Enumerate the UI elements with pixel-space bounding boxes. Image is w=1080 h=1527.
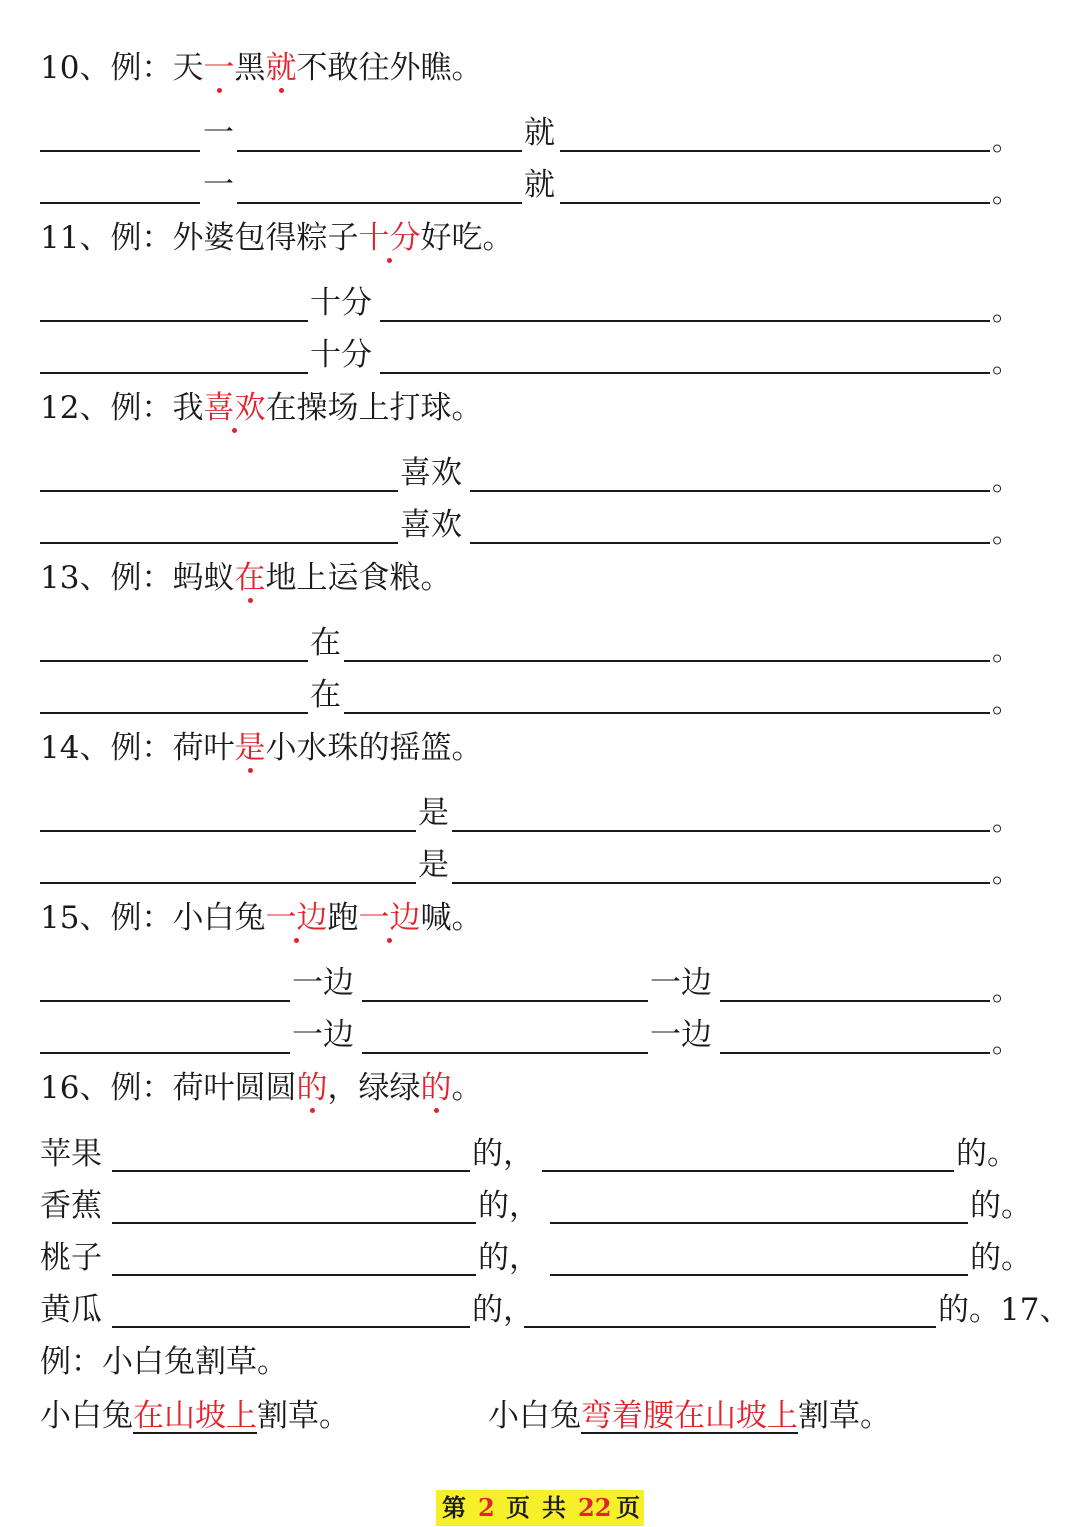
period: 。 [992,294,1021,327]
answer-blank[interactable] [470,490,990,492]
row-mid: 的， [478,1240,540,1276]
fill-word: 是 [418,795,449,831]
row-end: 的。 [970,1240,1032,1276]
period: 。 [992,516,1021,549]
answer-blank[interactable] [524,1326,936,1328]
keyword: 在 [234,560,266,596]
example-text: 小水珠的摇篮。 [265,730,483,766]
period: 。 [992,176,1021,209]
answer-blank[interactable] [40,542,398,544]
keyword: 一 [203,50,235,86]
fill-word: 一 [203,115,234,151]
question-17-intro: 例：小白兔割草。 [40,1344,288,1380]
row-end: 的。 [970,1188,1032,1224]
question-13-example [40,558,451,598]
question-number: 12、例： [40,390,173,426]
answer-blank[interactable] [40,660,308,662]
answer-blank[interactable] [237,150,522,152]
question-15-example [40,898,482,938]
answer-blank[interactable] [237,202,522,204]
row-mid: 的， [472,1292,534,1328]
fill-word: 在 [310,677,341,713]
answer-blank[interactable] [380,372,990,374]
period: 。 [992,804,1021,837]
answer-blank[interactable] [362,1052,648,1054]
period: 。 [992,464,1021,497]
question-number: 11、例： [40,220,173,256]
keyword: 一边 [265,900,328,936]
example-text: 小白兔 [488,1398,581,1434]
answer-blank[interactable] [344,660,990,662]
fill-word: 喜欢 [400,507,462,543]
question-16-example [40,1068,482,1108]
question-11-example [40,218,513,258]
keyword: 一边 [358,900,421,936]
example-text: 割草。 [798,1398,891,1434]
answer-blank[interactable] [112,1222,476,1224]
answer-blank[interactable] [40,150,200,152]
example-text: 外婆包得粽子 [172,220,359,256]
current-page: 2 [478,1493,495,1522]
answer-blank[interactable] [40,830,416,832]
answer-blank[interactable] [40,882,416,884]
example-text: 天 [172,50,204,86]
example-text: 。 [451,1070,483,1106]
fill-word: 一边 [650,1017,712,1053]
fill-word: 是 [418,847,449,883]
keyword: 的 [296,1070,328,1106]
fill-word: 一边 [650,965,712,1001]
row-label: 苹果 [40,1136,102,1172]
question-number: 14、例： [40,730,173,766]
fill-word: 就 [524,115,555,151]
fill-word: 在 [310,625,341,661]
period: 。 [992,686,1021,719]
question-number: 16、例： [40,1070,173,1106]
answer-blank[interactable] [550,1274,968,1276]
row-mid: 的， [478,1188,540,1224]
answer-blank[interactable] [40,1052,290,1054]
question-17-answer-1 [40,1396,350,1436]
question-10-example [40,48,482,88]
row-label: 桃子 [40,1240,102,1276]
fill-word: 十分 [310,337,372,373]
row-label: 黄瓜 [40,1292,102,1328]
question-number: 10、例： [40,50,173,86]
answer-blank[interactable] [362,1000,648,1002]
example-text: ，绿绿 [327,1070,421,1106]
fill-word: 一边 [292,1017,354,1053]
keyword: 喜欢 [203,390,266,426]
answer-blank[interactable] [112,1274,476,1276]
example-text: 小白兔 [172,900,266,936]
answer-blank[interactable] [112,1326,470,1328]
keyword: 的 [420,1070,452,1106]
period: 。 [992,124,1021,157]
total-pages: 22 [578,1493,612,1522]
answer-blank[interactable] [112,1170,470,1172]
example-text: 黑 [234,50,266,86]
example-text: 好吃。 [420,220,514,256]
row-label: 香蕉 [40,1188,102,1224]
underlined-phrase: 弯着腰在山坡上 [581,1398,798,1434]
answer-blank[interactable] [720,1000,990,1002]
underlined-phrase: 在山坡上 [133,1398,257,1434]
answer-blank[interactable] [542,1170,954,1172]
fill-word: 就 [524,167,555,203]
example-text: 小白兔 [40,1398,133,1434]
fill-word: 一边 [292,965,354,1001]
answer-blank[interactable] [40,1000,290,1002]
answer-blank[interactable] [40,372,308,374]
keyword: 就 [265,50,297,86]
answer-blank[interactable] [40,490,398,492]
row-end: 的。 [956,1136,1018,1172]
fill-word: 十分 [310,285,372,321]
example-text: 荷叶 [172,730,235,766]
example-text: 跑 [327,900,359,936]
period: 。 [992,856,1021,889]
row-mid: 的， [472,1136,534,1172]
example-text: 喊。 [420,900,483,936]
row-end: 的。17、 [938,1292,1071,1328]
period: 。 [992,346,1021,379]
fill-word: 一 [203,167,234,203]
question-14-example [40,728,482,768]
example-text: 不敢往外瞧。 [296,50,483,86]
answer-blank[interactable] [452,830,990,832]
answer-blank[interactable] [560,150,990,152]
question-number: 13、例： [40,560,173,596]
answer-blank[interactable] [40,712,308,714]
question-12-example [40,388,482,428]
answer-blank[interactable] [470,542,990,544]
footer-text: 共 [542,1493,566,1522]
answer-blank[interactable] [452,882,990,884]
answer-blank[interactable] [380,320,990,322]
footer-text: 页 [506,1493,530,1522]
question-17-answer-2 [488,1396,891,1436]
example-text: 地上运食粮。 [265,560,452,596]
answer-blank[interactable] [40,320,308,322]
example-text: 蚂蚁 [172,560,235,596]
page-footer [436,1490,644,1526]
example-text: 我 [172,390,204,426]
keyword: 十分 [358,220,421,256]
period: 。 [992,1026,1021,1059]
fill-word: 喜欢 [400,455,462,491]
answer-blank[interactable] [550,1222,968,1224]
answer-blank[interactable] [344,712,990,714]
example-text: 荷叶圆圆 [172,1070,297,1106]
answer-blank[interactable] [560,202,990,204]
period: 。 [992,634,1021,667]
keyword: 是 [234,730,266,766]
period: 。 [992,974,1021,1007]
answer-blank[interactable] [40,202,200,204]
example-text: 在操场上打球。 [265,390,483,426]
footer-text: 页 [616,1493,640,1522]
example-text: 割草。 [257,1398,350,1434]
question-number: 15、例： [40,900,173,936]
footer-text: 第 [442,1493,466,1522]
answer-blank[interactable] [720,1052,990,1054]
